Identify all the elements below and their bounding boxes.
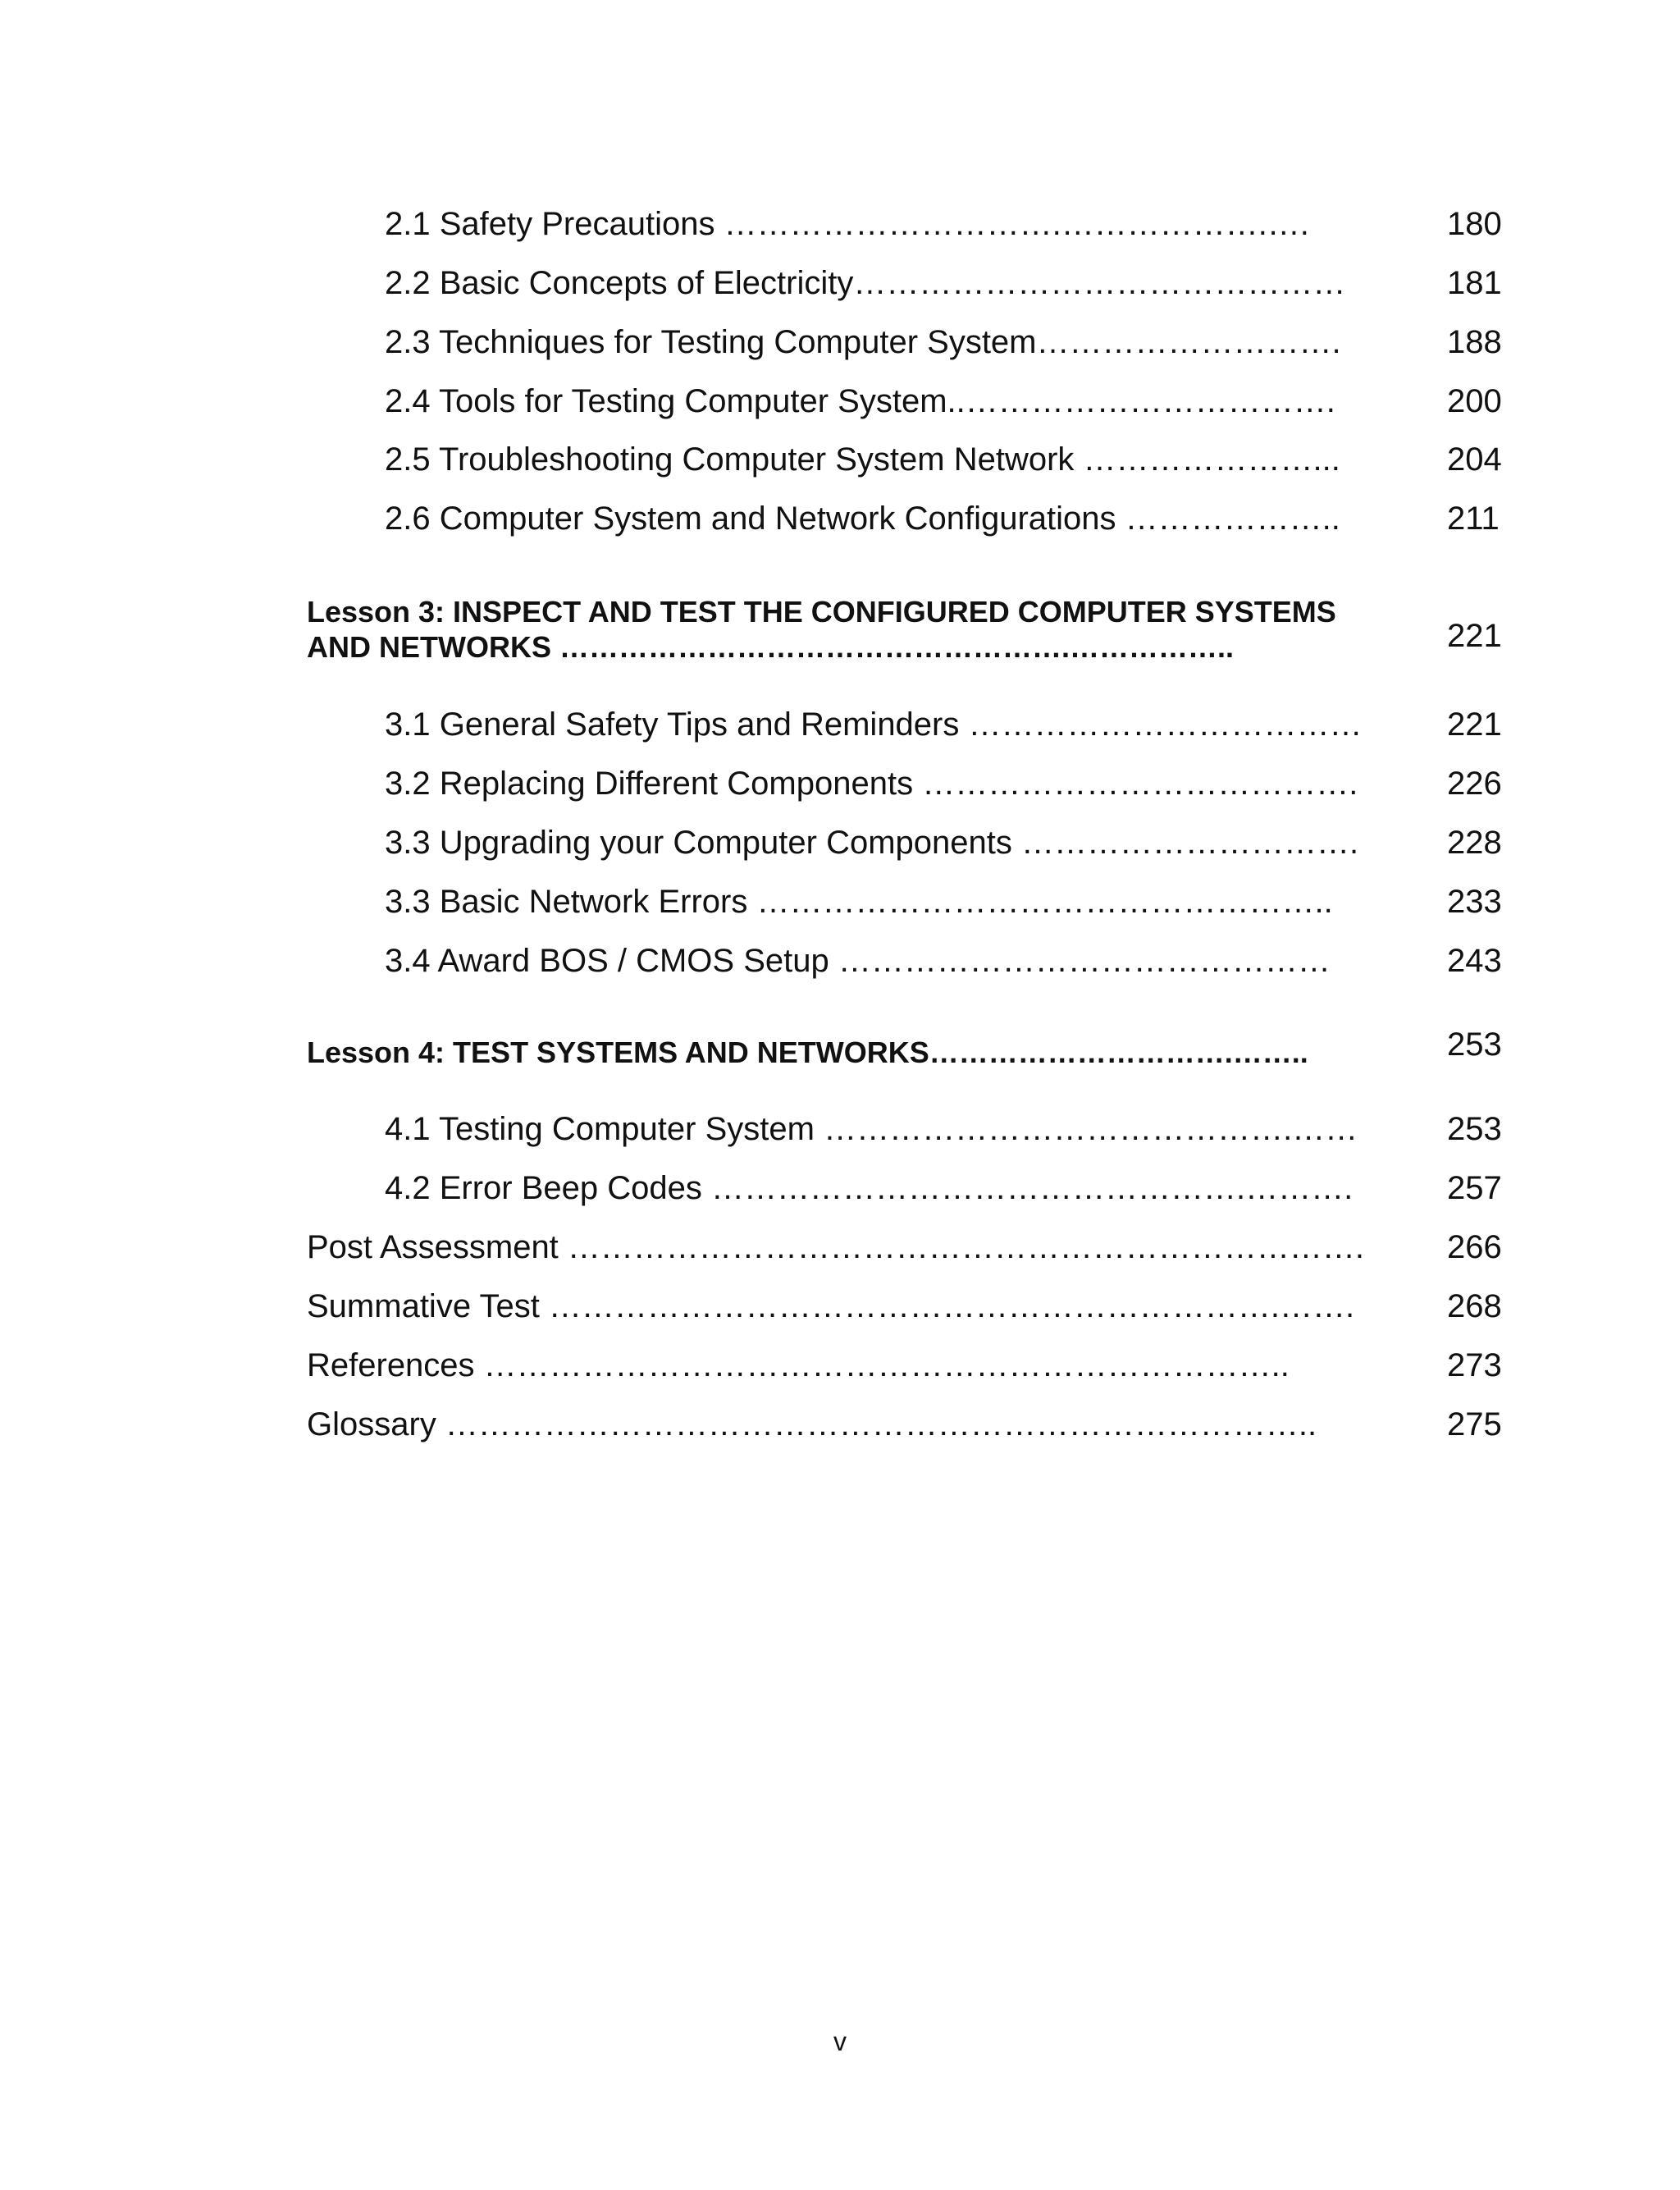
toc-entry-label: Glossary — [307, 1406, 436, 1442]
toc-entry-2-4[interactable] — [385, 382, 1335, 420]
toc-entry-label: 3.2 Replacing Different Components — [385, 766, 914, 802]
toc-entry-3-3b[interactable] — [385, 883, 1333, 921]
toc-entry-4-1[interactable] — [385, 1110, 1358, 1148]
toc-page-number: 226 — [1447, 766, 1502, 802]
toc-leader-dots: ……………………………… — [959, 706, 1363, 743]
toc-entry-label: 2.3 Techniques for Testing Computer System — [385, 324, 1037, 360]
toc-entry-label: 2.4 Tools for Testing Computer System. — [385, 383, 956, 419]
toc-page-number: 200 — [1447, 383, 1502, 419]
toc-entry-label: 4.1 Testing Computer System — [385, 1111, 815, 1147]
toc-entry-label: Summative Test — [307, 1288, 540, 1324]
lesson-3-heading-line1[interactable]: Lesson 3: INSPECT AND TEST THE CONFIGURED COMPUTER SYSTEMS — [307, 595, 1336, 629]
toc-page-number: 273 — [1447, 1347, 1502, 1383]
page-footer-number: v — [833, 2027, 847, 2056]
toc-page-number: 221 — [1447, 706, 1502, 743]
toc-leader-dots: ………………………………………………………………. — [558, 1229, 1365, 1265]
toc-entry-label: 2.1 Safety Precautions — [385, 206, 715, 242]
toc-entry-label: 2.5 Troubleshooting Computer System Network — [385, 441, 1075, 478]
toc-entry-references[interactable] — [307, 1346, 1290, 1384]
toc-leader-dots: .……………………………. — [956, 383, 1335, 419]
toc-entry-2-1[interactable] — [385, 205, 1309, 243]
toc-entry-label: 3.3 Upgrading your Computer Components — [385, 825, 1012, 861]
toc-entry-3-2[interactable] — [385, 765, 1358, 802]
toc-entry-3-1[interactable] — [385, 706, 1363, 743]
toc-page-number: 228 — [1447, 825, 1502, 861]
toc-page-number: 188 — [1447, 324, 1502, 360]
toc-entry-label: 2.2 Basic Concepts of Electricity — [385, 265, 854, 301]
toc-leader-dots: ………………………………………….………. — [701, 1170, 1354, 1206]
toc-entry-2-2[interactable] — [385, 264, 1345, 302]
toc-page-number: 266 — [1447, 1229, 1502, 1265]
toc-page-number: 204 — [1447, 441, 1502, 478]
toc-page-number: 253 — [1447, 1111, 1502, 1147]
toc-leader-dots: ……………….. — [1116, 501, 1340, 537]
toc-entry-4-2[interactable] — [385, 1169, 1353, 1207]
lesson-3-heading-line2[interactable]: AND NETWORKS …………………………………………….…………….. — [307, 630, 1234, 664]
toc-leader-dots: …………………………………………………………………….. — [436, 1406, 1317, 1442]
toc-page-number: 275 — [1447, 1406, 1502, 1442]
toc-page-number: 181 — [1447, 265, 1502, 301]
toc-leader-dots: ………………………………………………………….……. — [539, 1288, 1355, 1324]
toc-entry-2-3[interactable] — [385, 323, 1341, 361]
toc-entry-label: 2.6 Computer System and Network Configurations — [385, 501, 1116, 537]
lesson-3-page-number: 221 — [1447, 618, 1502, 654]
toc-entry-summative-test[interactable] — [307, 1287, 1354, 1325]
toc-entry-label: 3.1 General Safety Tips and Reminders — [385, 706, 960, 743]
toc-leader-dots: ……………………………………… — [829, 943, 1331, 979]
toc-leader-dots: …………………………. — [1011, 825, 1359, 861]
toc-leader-dots: ………………………. — [1036, 324, 1341, 360]
toc-leader-dots: …………………………………….…… — [814, 1111, 1358, 1147]
toc-leader-dots: ……………………………………… — [853, 265, 1346, 301]
toc-entry-3-4[interactable] — [385, 942, 1331, 980]
toc-leader-dots: …………………... — [1074, 441, 1340, 478]
toc-leader-dots: ……………………………………………………………….. — [474, 1347, 1290, 1383]
toc-entry-glossary[interactable] — [307, 1406, 1317, 1443]
toc-leader-dots: …………………………………. — [913, 766, 1358, 802]
lesson-4-label: Lesson 4: TEST SYSTEMS AND NETWORKS — [307, 1036, 929, 1069]
toc-entry-label: References — [307, 1347, 475, 1383]
toc-entry-label: Post Assessment — [307, 1229, 559, 1265]
toc-entry-post-assessment[interactable] — [307, 1228, 1364, 1266]
toc-leader-dots: …………………………………………….. — [747, 884, 1333, 920]
lesson-4-heading[interactable] — [307, 1035, 1308, 1071]
lesson-4-page-number: 253 — [1447, 1026, 1502, 1063]
toc-page-number: 211 — [1447, 501, 1500, 537]
toc-page-number: 180 — [1447, 206, 1502, 242]
toc-page-number: 257 — [1447, 1170, 1502, 1206]
toc-entry-label: 3.3 Basic Network Errors — [385, 884, 748, 920]
toc-leader-dots: ………………………….…….. — [929, 1036, 1308, 1069]
toc-entry-label: 4.2 Error Beep Codes — [385, 1170, 702, 1206]
toc-entry-label: 3.4 Award BOS / CMOS Setup — [385, 943, 829, 979]
toc-leader-dots: ………………………….……………….…. — [714, 206, 1309, 242]
toc-page-number: 233 — [1447, 884, 1502, 920]
toc-entry-2-6[interactable] — [385, 500, 1340, 537]
toc-entry-2-5[interactable] — [385, 441, 1340, 478]
toc-page-number: 268 — [1447, 1288, 1502, 1324]
toc-page-number: 243 — [1447, 943, 1502, 979]
toc-entry-3-3[interactable] — [385, 824, 1358, 862]
